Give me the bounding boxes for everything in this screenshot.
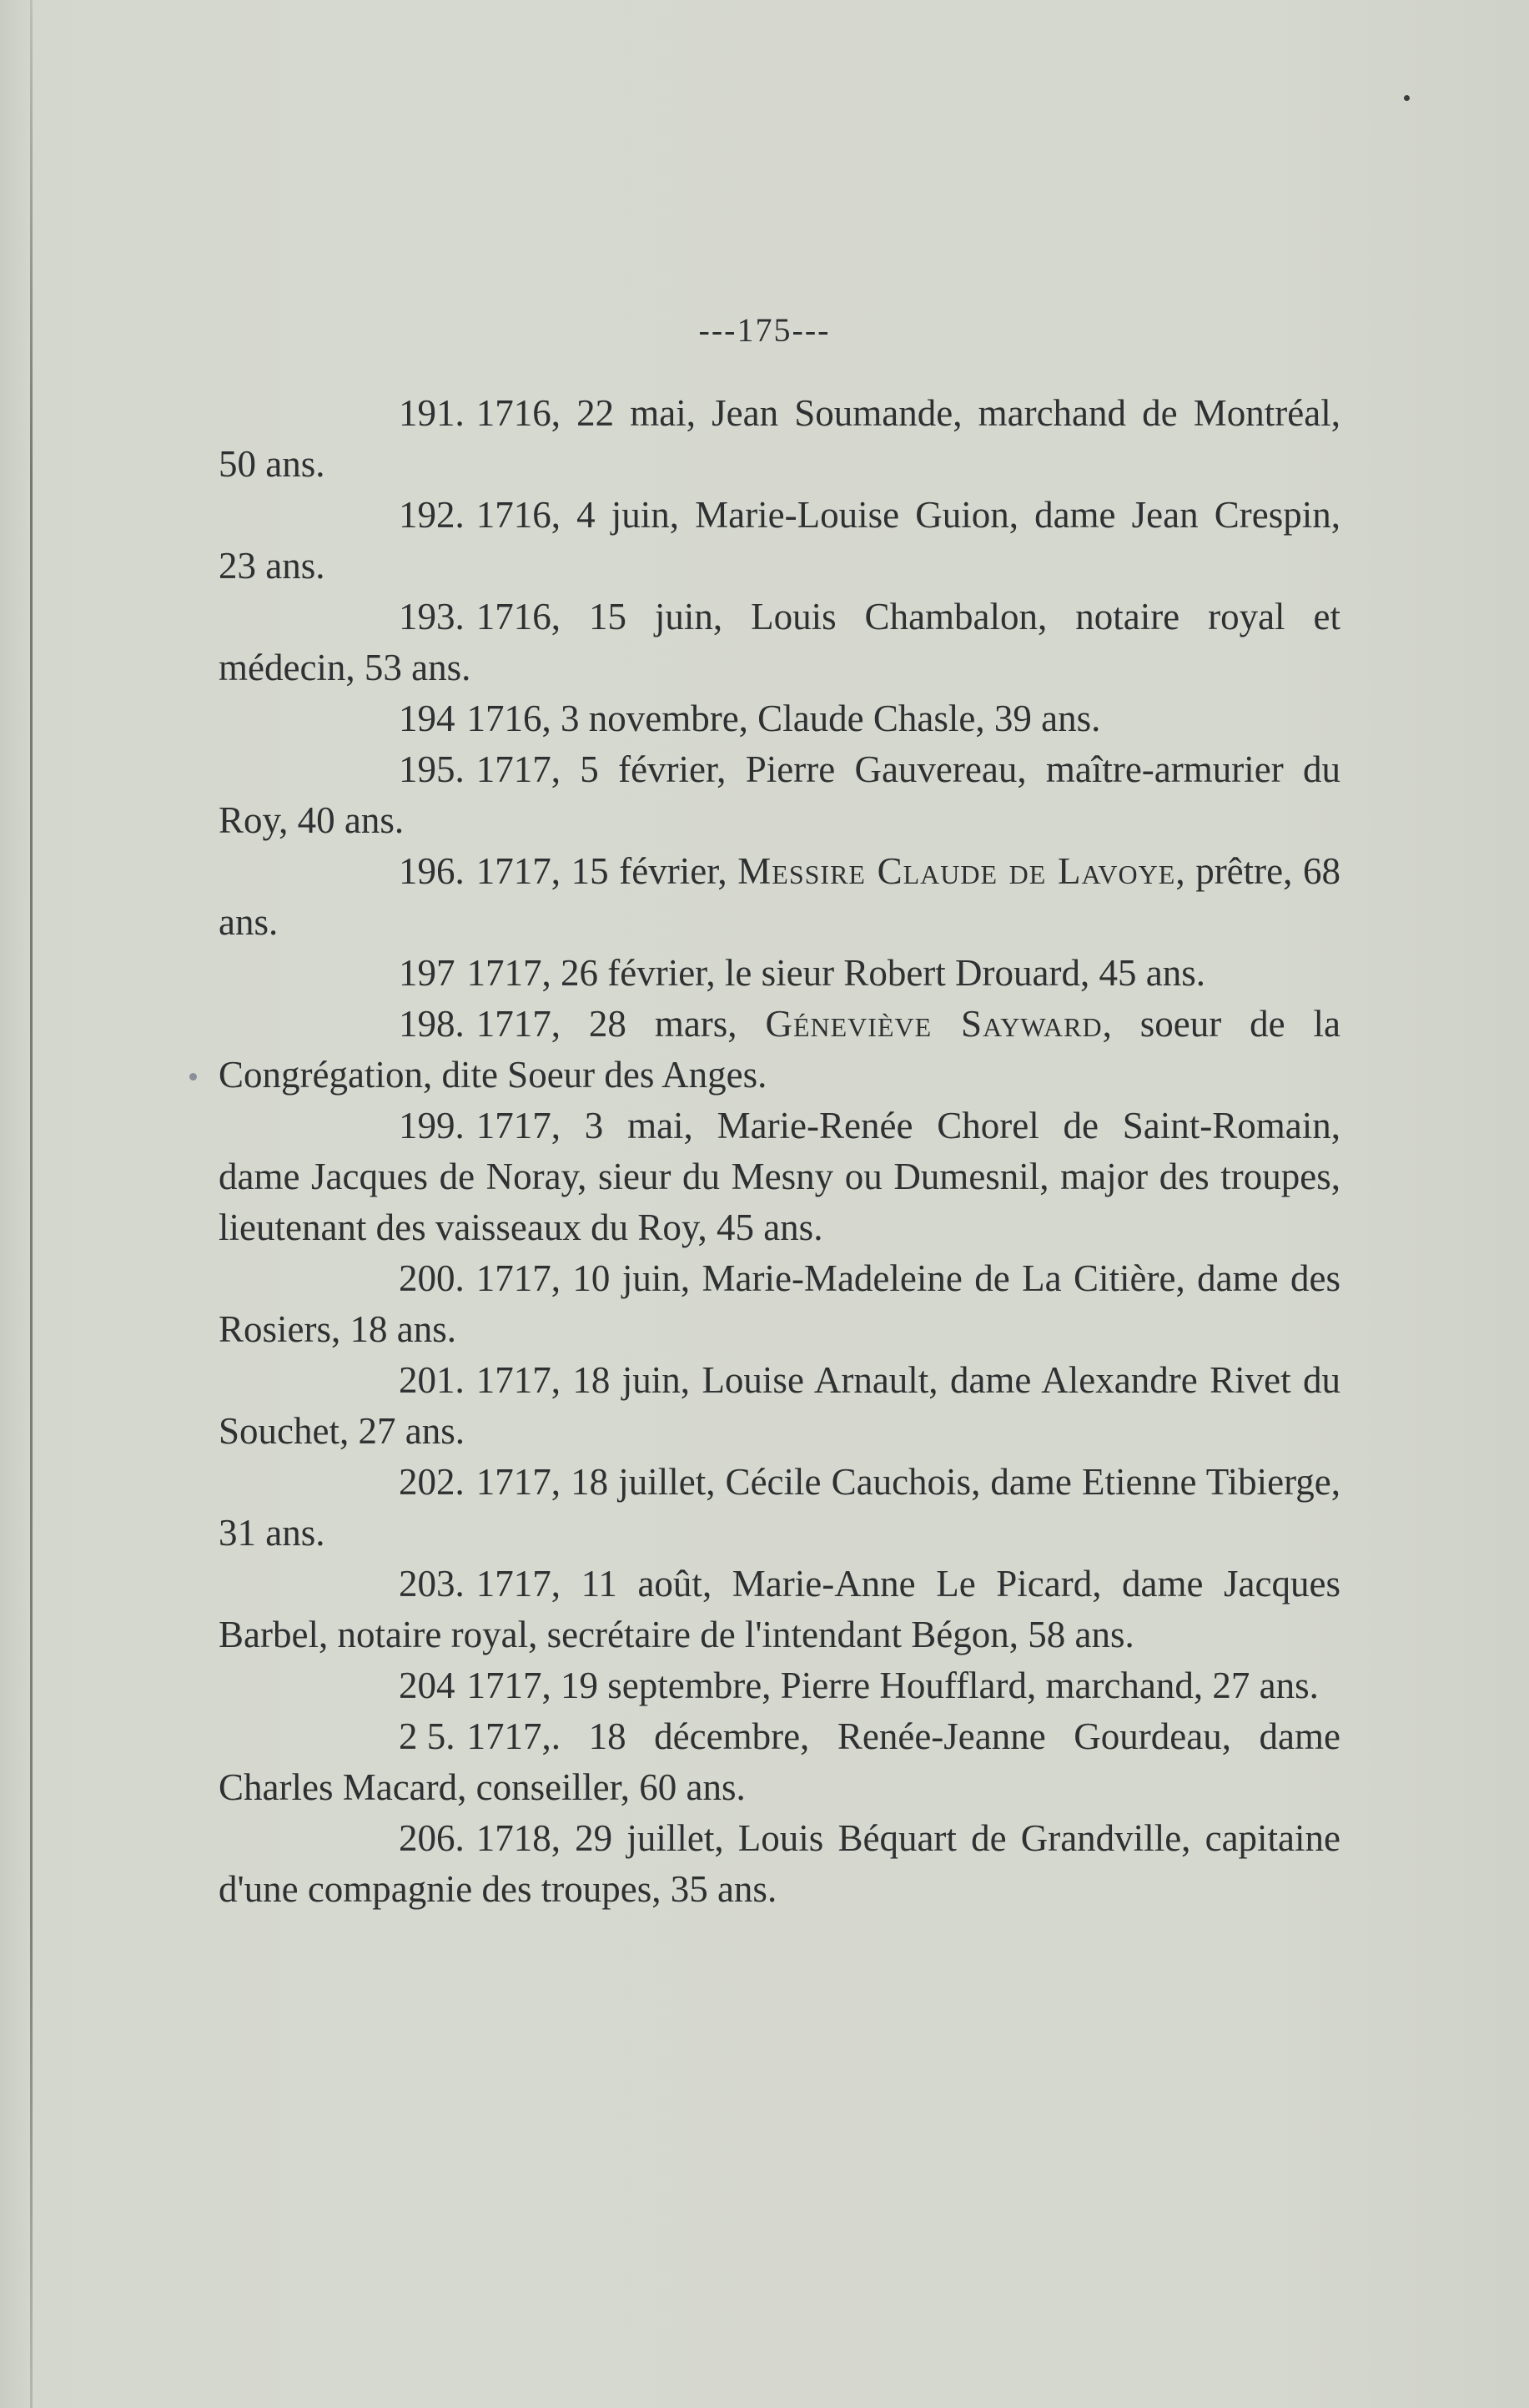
ink-speck [1404, 95, 1410, 101]
entry-name-small-caps: Géneviève Sayward [765, 1003, 1103, 1045]
binding-edge [30, 0, 33, 2408]
entry-text: 1718, 29 juillet, Louis Béquart de Grandville, capitaine d'une compagnie des troupes, 35 ans. [219, 1817, 1340, 1910]
entry-text: 1717,. 18 décembre, Renée-Jeanne Gourdeau, dame Charles Macard, conseiller, 60 ans. [219, 1715, 1340, 1808]
page-number: ---175--- [698, 311, 831, 349]
entry-198 [219, 999, 1340, 1101]
entry-193 [219, 592, 1340, 693]
entry-text: 1717, 10 juin, Marie-Madeleine de La Citière, dame des Rosiers, 18 ans. [219, 1257, 1340, 1350]
entry-text: 1717, 3 mai, Marie-Renée Chorel de Saint-Romain, dame Jacques de Noray, sieur du Mesny ou Dumesnil, major des troupes, lieutenant des vaisseaux du Roy, 45 ans. [219, 1105, 1340, 1248]
entry-text: 1716, 15 juin, Louis Chambalon, notaire royal et médecin, 53 ans. [219, 596, 1340, 688]
entry-text: 1717, 5 février, Pierre Gauvereau, maître-armurier du Roy, 40 ans. [219, 748, 1340, 841]
ink-speck [189, 1073, 197, 1081]
entry-number: 202. [399, 1461, 465, 1503]
entry-194 [219, 693, 1340, 744]
entry-text-before: 1717, 28 mars, [475, 1003, 766, 1045]
entry-203 [219, 1559, 1340, 1660]
entry-number: 193. [399, 596, 465, 637]
entry-number: 201. [399, 1359, 465, 1401]
entry-number: 206. [399, 1817, 465, 1859]
entry-191 [219, 388, 1340, 490]
entry-number: 194 [399, 698, 455, 739]
entry-text-after: , prêtre, 68 ans. [219, 850, 1341, 943]
entry-number: 191. [399, 392, 465, 434]
entry-number: 203. [399, 1563, 465, 1604]
entry-text: 1716, 22 mai, Jean Soumande, marchand de Montréal, 50 ans. [219, 392, 1340, 485]
entry-202 [219, 1457, 1340, 1559]
entry-199 [219, 1101, 1340, 1253]
entry-text: 1716, 4 juin, Marie-Louise Guion, dame Jean Crespin, 23 ans. [219, 494, 1340, 587]
entry-text: 1717, 19 septembre, Pierre Houfflard, marchand, 27 ans. [466, 1665, 1319, 1706]
entry-201 [219, 1355, 1340, 1457]
entry-text: 1717, 18 juin, Louise Arnault, dame Alexandre Rivet du Souchet, 27 ans. [219, 1359, 1340, 1452]
entry-196 [219, 846, 1340, 948]
entry-205 [219, 1711, 1340, 1813]
entry-204 [219, 1660, 1340, 1711]
entry-206 [219, 1813, 1340, 1915]
entry-text-before: 1717, 15 février, [475, 850, 738, 892]
entry-number: 197 [399, 952, 455, 994]
entry-number: 196. [399, 850, 465, 892]
entry-text: 1717, 18 juillet, Cécile Cauchois, dame Etienne Tibierge, 31 ans. [219, 1461, 1340, 1554]
entry-text: 1716, 3 novembre, Claude Chasle, 39 ans. [466, 698, 1101, 739]
entry-197 [219, 948, 1340, 999]
entry-200 [219, 1253, 1340, 1355]
entry-number: 195. [399, 748, 465, 790]
entry-number: 192. [399, 494, 465, 536]
death-register-entries [219, 388, 1340, 1915]
entry-text: 1717, 26 février, le sieur Robert Drouard, 45 ans. [466, 952, 1205, 994]
entry-number: 198. [399, 1003, 465, 1045]
entry-number: 2 5. [399, 1715, 455, 1757]
entry-192 [219, 490, 1340, 592]
entry-text: 1717, 11 août, Marie-Anne Le Picard, dame Jacques Barbel, notaire royal, secrétaire de l'intendant Bégon, 58 ans. [219, 1563, 1340, 1655]
entry-name-small-caps: Messire Claude de Lavoye [737, 850, 1176, 892]
entry-number: 204 [399, 1665, 455, 1706]
entry-number: 200. [399, 1257, 465, 1299]
entry-number: 199. [399, 1105, 465, 1146]
entry-text-after: , soeur de la Congrégation, dite Soeur des Anges. [219, 1003, 1340, 1096]
entry-195 [219, 744, 1340, 846]
